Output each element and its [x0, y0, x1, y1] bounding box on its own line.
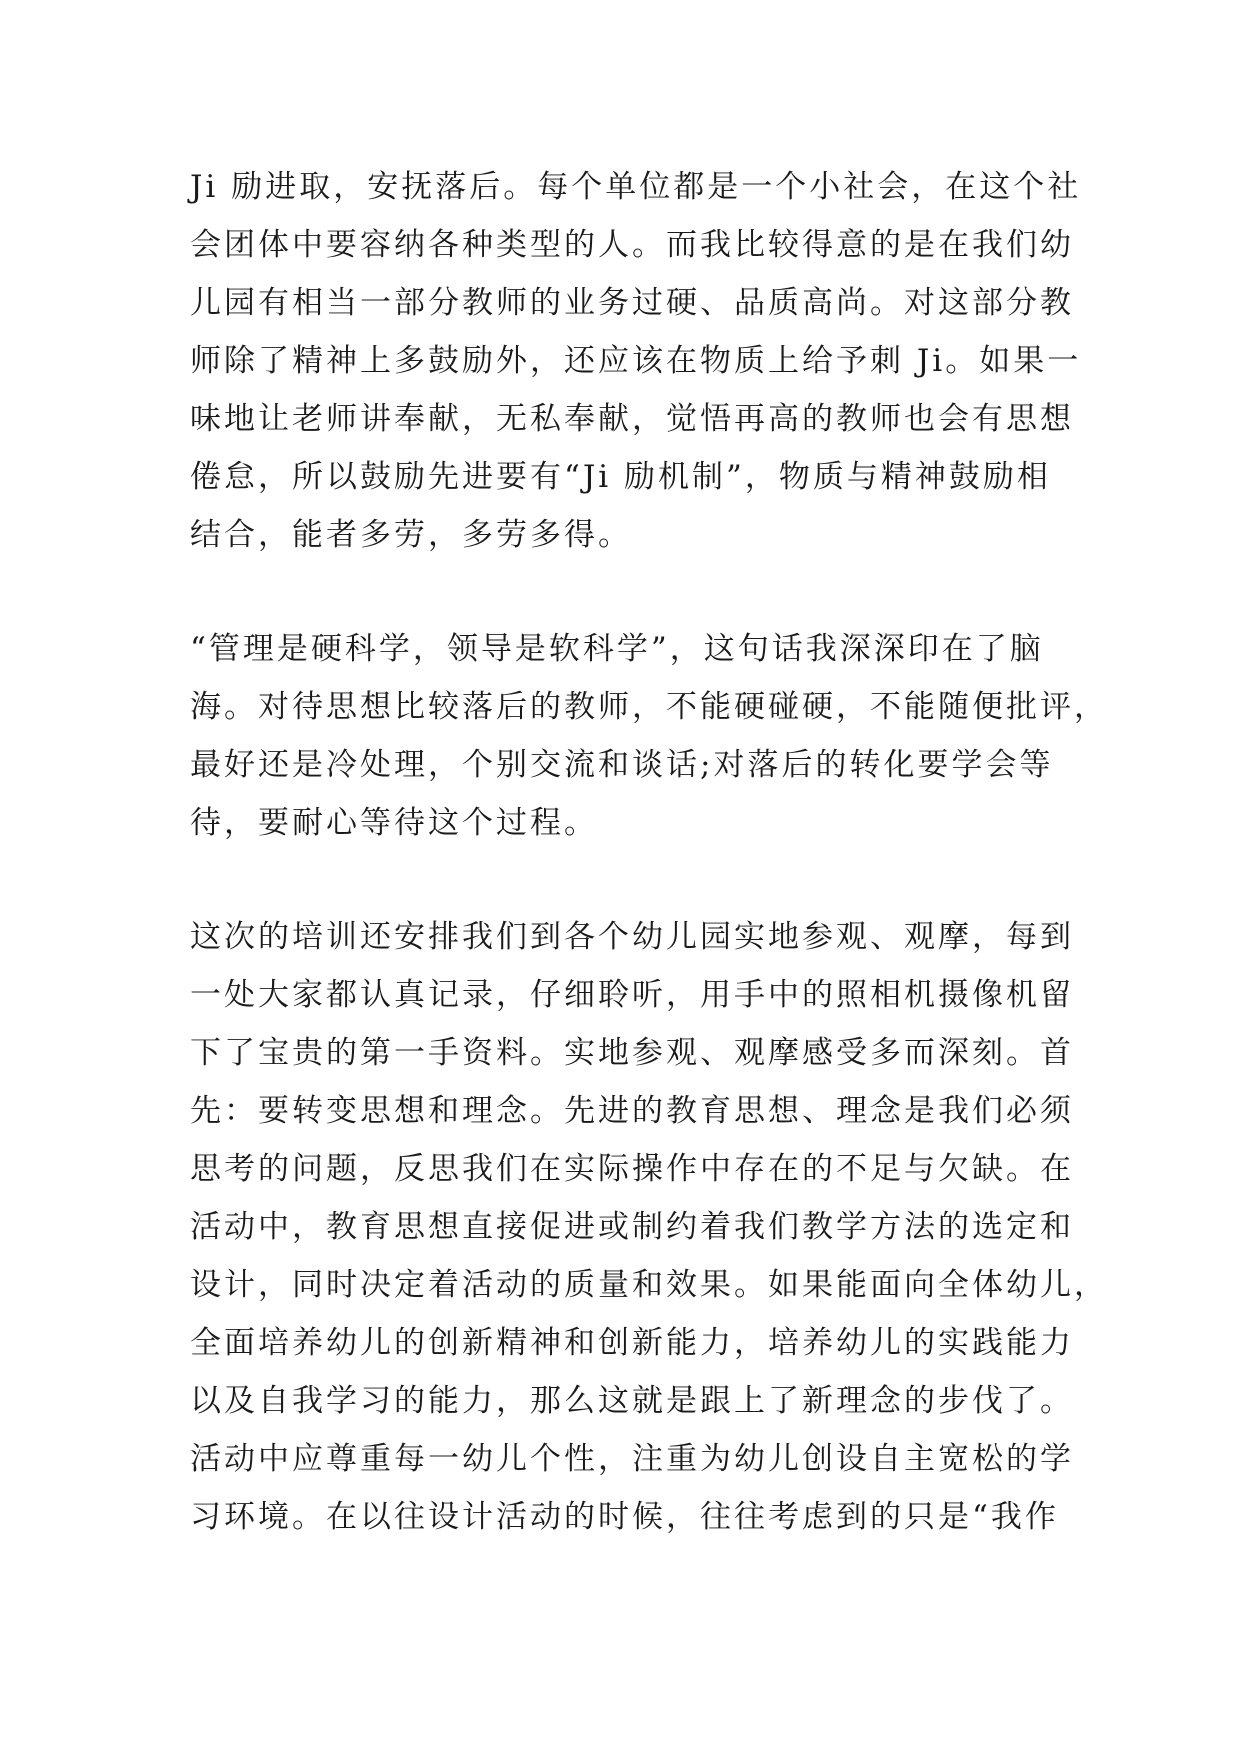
text-line: 活动中应尊重每一幼儿个性，注重为幼儿创设自主宽松的学	[190, 1441, 1074, 1477]
text-line: 倦怠，所以鼓励先进要有“Ji 励机制”，物质与精神鼓励相	[190, 459, 1051, 495]
paragraph-3	[190, 908, 1108, 1546]
text-line: 思考的问题，反思我们在实际操作中存在的不足与欠缺。在	[190, 1151, 1074, 1187]
text-line: 下了宝贵的第一手资料。实地参观、观摩感受多而深刻。首	[190, 1035, 1074, 1071]
text-line: 这次的培训还安排我们到各个幼儿园实地参观、观摩，每到	[190, 919, 1074, 955]
text-line: 待，要耐心等待这个过程。	[190, 805, 598, 841]
text-line: 结合，能者多劳，多劳多得。	[190, 517, 632, 553]
text-line: Ji 励进取，安抚落后。每个单位都是一个小社会，在这个社	[190, 169, 1082, 205]
text-line: 习环境。在以往设计活动的时候，往往考虑到的只是“我作	[190, 1499, 1059, 1535]
text-line: 最好还是冷处理，个别交流和谈话;对落后的转化要学会等	[190, 747, 1054, 783]
text-line: 以及自我学习的能力，那么这就是跟上了新理念的步伐了。	[190, 1383, 1074, 1419]
text-line: 儿园有相当一部分教师的业务过硬、品质高尚。对这部分教	[190, 285, 1074, 321]
text-line: 味地让老师讲奉献，无私奉献，觉悟再高的教师也会有思想	[190, 401, 1074, 437]
text-line: 一处大家都认真记录，仔细聆听，用手中的照相机摄像机留	[190, 977, 1074, 1013]
text-line: “管理是硬科学，领导是软科学”，这句话我深深印在了脑	[190, 631, 1044, 667]
paragraph-2	[190, 620, 1108, 852]
text-line: 全面培养幼儿的创新精神和创新能力，培养幼儿的实践能力	[190, 1325, 1074, 1361]
text-line: 设计，同时决定着活动的质量和效果。如果能面向全体幼儿，	[190, 1267, 1108, 1303]
text-line: 海。对待思想比较落后的教师，不能硬碰硬，不能随便批评，	[190, 689, 1108, 725]
text-line: 活动中，教育思想直接促进或制约着我们教学方法的选定和	[190, 1209, 1074, 1245]
text-line: 先：要转变思想和理念。先进的教育思想、理念是我们必须	[190, 1093, 1074, 1129]
text-line: 师除了精神上多鼓励外，还应该在物质上给予刺 Ji。如果一	[190, 343, 1082, 379]
paragraph-1	[190, 158, 1082, 564]
text-line: 会团体中要容纳各种类型的人。而我比较得意的是在我们幼	[190, 227, 1074, 263]
